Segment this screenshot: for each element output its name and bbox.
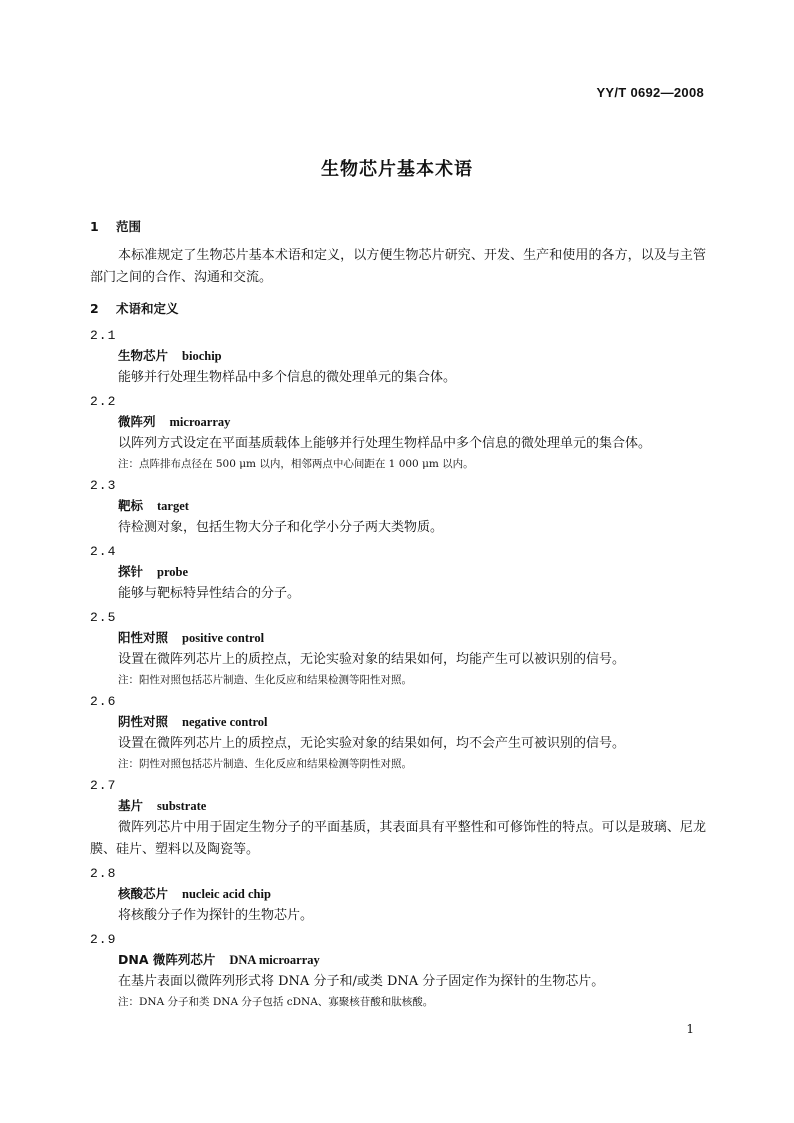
term-chinese: 探针 [118, 564, 144, 579]
document-body [90, 217, 706, 1011]
term-entry [90, 777, 706, 861]
term-entry [90, 609, 706, 689]
term-entry [90, 931, 706, 1011]
term-heading [90, 411, 706, 433]
standard-code: YY/T 0692—2008 [596, 85, 704, 100]
term-entry [90, 327, 706, 389]
term-entry [90, 393, 706, 473]
section-number: 1 [90, 219, 99, 234]
term-definition: 将核酸分子作为探针的生物芯片。 [118, 908, 314, 923]
term-note: 注：点阵排布点径在 500 μm 以内，相邻两点中心间距在 1 000 μm 以内。 [118, 458, 474, 470]
term-english: nucleic acid chip [182, 887, 271, 901]
term-chinese: DNA 微阵列芯片 [118, 952, 216, 967]
term-definition: 设置在微阵列芯片上的质控点，无论实验对象的结果如何，均不会产生可被识别的信号。 [118, 736, 626, 751]
term-chinese: 靶标 [118, 498, 144, 513]
term-chinese: 生物芯片 [118, 348, 169, 363]
term-english: positive control [182, 631, 265, 645]
term-heading [90, 883, 706, 905]
document-title: 生物芯片基本术语 [321, 159, 473, 180]
terms-list [90, 327, 706, 1011]
term-definition: 能够并行处理生物样品中多个信息的微处理单元的集合体。 [118, 370, 457, 385]
term-number: 2.5 [90, 610, 117, 625]
term-heading [90, 345, 706, 367]
section-heading-terms [90, 299, 706, 319]
section-title: 术语和定义 [116, 301, 179, 316]
term-chinese: 基片 [118, 798, 144, 813]
term-number: 2.2 [90, 394, 117, 409]
term-chinese: 核酸芯片 [118, 886, 169, 901]
term-english: biochip [182, 349, 222, 363]
term-english: target [157, 499, 189, 513]
term-note: 注：DNA 分子和类 DNA 分子包括 cDNA、寡聚核苷酸和肽核酸。 [118, 996, 434, 1008]
term-number: 2.3 [90, 478, 117, 493]
term-entry [90, 543, 706, 605]
term-english: probe [157, 565, 189, 579]
term-english: substrate [157, 799, 207, 813]
term-heading [90, 795, 706, 817]
term-english: negative control [182, 715, 268, 729]
term-number: 2.7 [90, 778, 117, 793]
term-definition: 待检测对象，包括生物大分子和化学小分子两大类物质。 [118, 520, 444, 535]
term-chinese: 微阵列 [118, 414, 156, 429]
page-number: 1 [686, 1022, 694, 1036]
term-heading [90, 949, 706, 971]
term-number: 2.4 [90, 544, 117, 559]
term-note: 注：阴性对照包括芯片制造、生化反应和结果检测等阴性对照。 [118, 758, 412, 770]
term-heading [90, 561, 706, 583]
term-definition: 在基片表面以微阵列形式将 DNA 分子和/或类 DNA 分子固定作为探针的生物芯片。 [118, 974, 605, 989]
term-heading [90, 495, 706, 517]
term-number: 2.8 [90, 866, 117, 881]
term-english: microarray [169, 415, 231, 429]
term-english: DNA microarray [229, 953, 320, 967]
term-number: 2.9 [90, 932, 117, 947]
term-number: 2.6 [90, 694, 117, 709]
term-definition: 以阵列方式设定在平面基质载体上能够并行处理生物样品中多个信息的微处理单元的集合体。 [118, 436, 652, 451]
section-title: 范围 [116, 219, 142, 234]
term-chinese: 阴性对照 [118, 714, 169, 729]
term-definition: 设置在微阵列芯片上的质控点，无论实验对象的结果如何，均能产生可以被识别的信号。 [118, 652, 626, 667]
term-number: 2.1 [90, 328, 117, 343]
term-heading [90, 627, 706, 649]
term-entry [90, 693, 706, 773]
scope-paragraph: 本标准规定了生物芯片基本术语和定义，以方便生物芯片研究、开发、生产和使用的各方，以及与主管部门之间的合作、沟通和交流。 [90, 248, 706, 285]
section-number: 2 [90, 301, 99, 316]
term-heading [90, 711, 706, 733]
term-definition: 微阵列芯片中用于固定生物分子的平面基质，其表面具有平整性和可修饰性的特点。可以是玻璃、尼龙膜、硅片、塑料以及陶瓷等。 [90, 820, 706, 857]
term-note: 注：阳性对照包括芯片制造、生化反应和结果检测等阳性对照。 [118, 674, 412, 686]
term-entry [90, 865, 706, 927]
term-definition: 能够与靶标特异性结合的分子。 [118, 586, 301, 601]
term-entry [90, 477, 706, 539]
term-chinese: 阳性对照 [118, 630, 169, 645]
section-heading-scope [90, 217, 706, 237]
